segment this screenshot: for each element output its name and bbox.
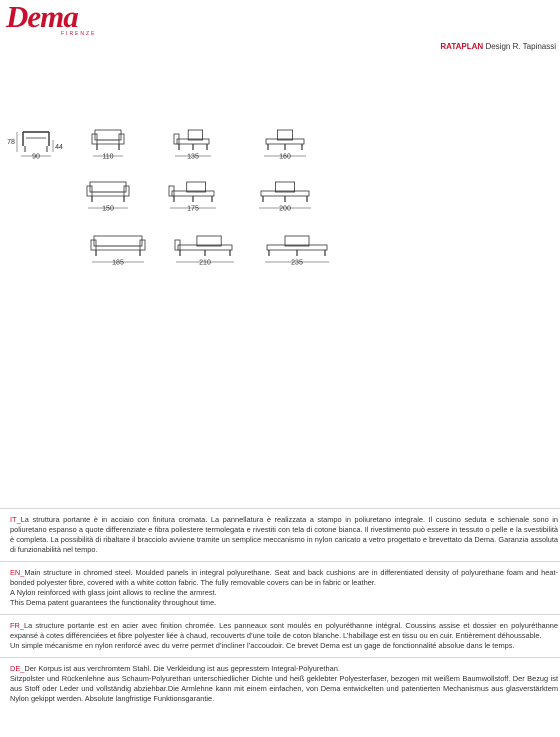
sofa-back xyxy=(94,236,142,246)
sofa-diagrams xyxy=(0,118,360,278)
description-text: La structure portante est en acier avec finition chromée. Les panneaux sont moulés en polyuréthanne intégral. Coussins assise et dossier en polyuréthanne expansé à cotes différenciées et fibre polyester liée à chaud, recouverts d’une toile de coton blanche. L’habillage est en tissu ou en cuir. Entièrement déhoussable. xyxy=(10,621,558,640)
descriptions xyxy=(0,508,560,710)
description-en xyxy=(0,561,560,614)
sofa-back xyxy=(197,236,221,246)
width-label: 110 xyxy=(102,153,114,161)
width-label: 210 xyxy=(199,259,211,267)
brand-name: Dema xyxy=(6,0,78,34)
brand-city: FIRENZE xyxy=(61,31,97,37)
description-text: La struttura portante è in acciaio con finitura cromata. La pannellatura è realizzata a stampo in poliuretano integrale. Il cuscino seduta e schienale sono in poliuretano espanso a quote differenziate e fibra poliestere termolegata e rivestiti con tela di cotone bianca. Il rivestimento può essere in tessuto o pelle e la svestibilità è completa. La possibilità di ribaltare il bracciolo avviene tramite un semplice meccanismo in nylon caricato a vetro progettato e brevettato da Dema. Garanzia assoluta di funzionabilità nel tempo. xyxy=(10,515,558,554)
product-designer: Design R. Tapinassi xyxy=(485,42,556,51)
width-label: 135 xyxy=(187,153,199,161)
description-fr xyxy=(0,614,560,657)
sofa-arm xyxy=(124,186,129,196)
description-text: A Nylon reinforced with glass joint allows to recline the armrest. xyxy=(10,588,217,597)
brand-logo xyxy=(6,0,97,37)
description-text: Main structure in chromed steel. Moulded panels in integral polyurethane. Seat and back cushions are in differentiated density of polyurethane foam and heat-bonded polyester fibre, covered with a white cotton fabric. The fully removable covers can be in fabric or leather. xyxy=(10,568,558,587)
width-label: 160 xyxy=(279,153,291,161)
sofa-back xyxy=(188,130,202,140)
sofa-back xyxy=(285,236,309,246)
seat-height-label: 44 xyxy=(55,144,63,151)
product-name: RATAPLAN xyxy=(440,42,484,51)
width-label: 90 xyxy=(32,153,40,161)
lang-label: FR_ xyxy=(10,621,24,630)
width-label: 235 xyxy=(291,259,303,267)
description-text: Der Korpus ist aus verchromtem Stahl. Die Verkleidung ist aus gepresstem Integral-Polyurethan. xyxy=(24,664,340,673)
height-label: 78 xyxy=(7,139,15,146)
width-label: 200 xyxy=(279,205,291,213)
width-label: 175 xyxy=(187,205,199,213)
description-text: Un simple mécanisme en nylon renforcé avec du verre permet d’incliner l’accoudoir. Ce brevet Dema est un gage de fonctionnalité absolue dans le temps. xyxy=(10,641,515,650)
width-label: 150 xyxy=(102,205,114,213)
description-de xyxy=(0,657,560,710)
sofa-arm xyxy=(91,240,96,250)
description-it xyxy=(0,508,560,561)
description-text: Sitzpolster und Rückenlehne aus Schaum-Polyurethan unterschiedlicher Dichte und heiß geklebter Polyesterfaser, bezogen mit weißem Baumwollstoff. Der Bezug ist aus Stoff oder Leder und vollständig abziehbar.Die Armlehne kann mit einem einfachen, von Dema entwickelten und patentierten Mechanismus aus glasverstärktem Nylon gekippt werden. Absolute langfristige Funktionsgarantie. xyxy=(10,674,558,703)
sofa-back xyxy=(187,182,206,192)
lang-label: DE_ xyxy=(10,664,25,673)
sofa-back xyxy=(95,130,121,140)
sofa-arm xyxy=(87,186,92,196)
sofa-back xyxy=(90,182,126,192)
lang-label: IT_ xyxy=(10,515,21,524)
lang-label: EN_ xyxy=(10,568,25,577)
sofa-back xyxy=(277,130,292,140)
sofa-arm xyxy=(140,240,145,250)
product-title xyxy=(440,42,556,51)
sofa-back xyxy=(275,182,294,192)
sofa-arm xyxy=(92,134,97,144)
width-label: 185 xyxy=(112,259,124,267)
sofa-diagrams-svg xyxy=(0,118,360,278)
description-text: This Dema patent guarantees the functionality throughout time. xyxy=(10,598,217,607)
sofa-arm xyxy=(119,134,124,144)
